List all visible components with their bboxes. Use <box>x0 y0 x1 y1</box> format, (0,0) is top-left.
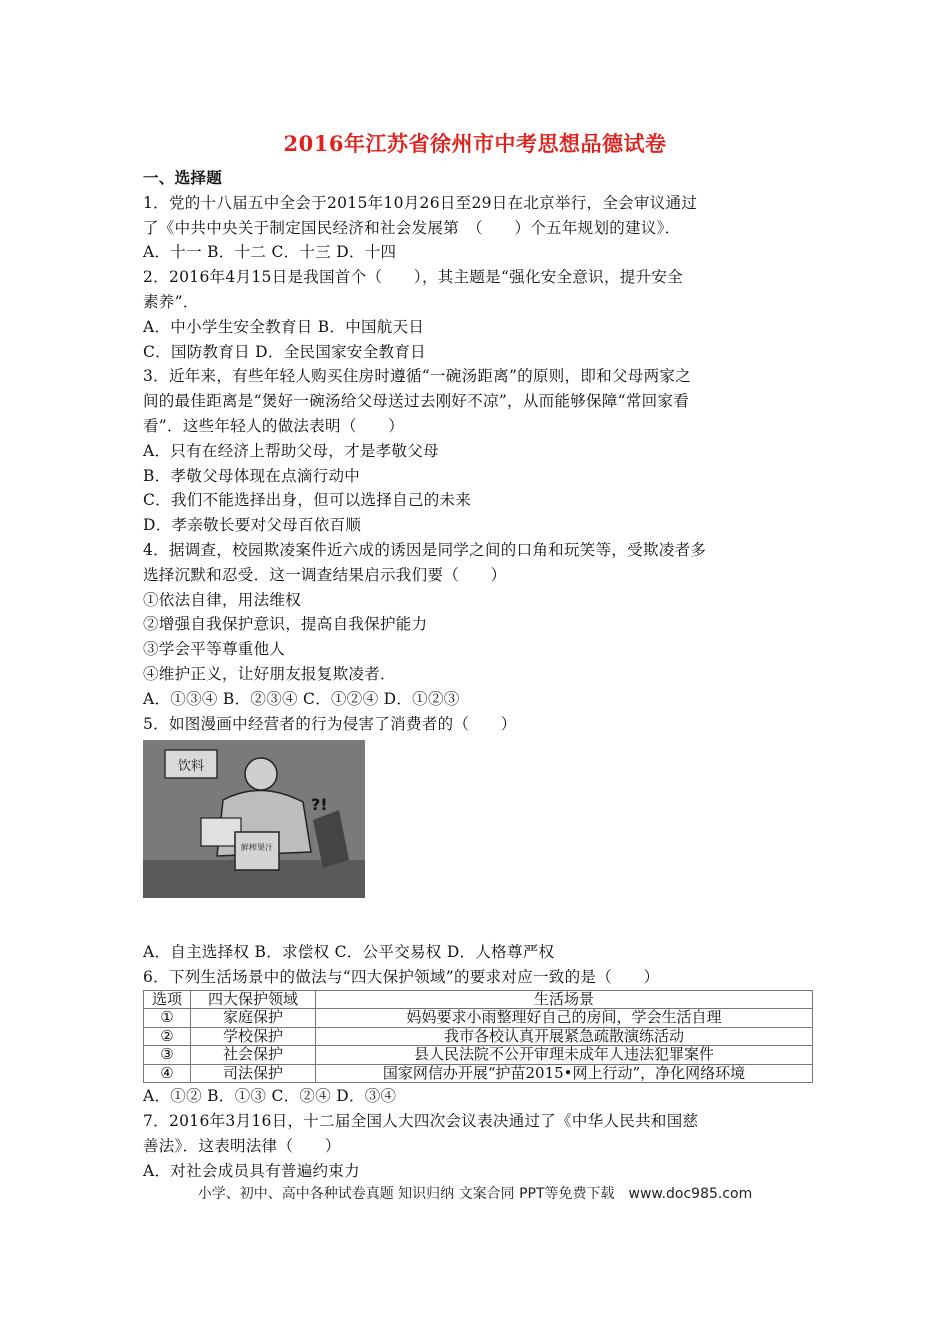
table-cell: 司法保护 <box>191 1064 316 1083</box>
table-row <box>144 1046 813 1065</box>
table-row <box>144 1009 813 1028</box>
q2-line: 素养”． <box>143 292 199 311</box>
table-row <box>144 1064 813 1083</box>
q7-line: 善法》．这表明法律（ ） <box>143 1137 341 1156</box>
q7-option-a: A．对社会成员具有普遍约束力 <box>143 1161 360 1180</box>
q3-option-c: C．我们不能选择出身，但可以选择自己的未来 <box>143 491 472 510</box>
table-cell: ① <box>144 1009 191 1028</box>
question-body <box>143 166 813 1184</box>
table-cell: 社会保护 <box>191 1046 316 1065</box>
q3-option-b: B．孝敬父母体现在点滴行动中 <box>143 466 361 485</box>
q4-statement: ②增强自我保护意识，提高自我保护能力 <box>143 615 428 634</box>
table-header: 四大保护领域 <box>191 990 316 1009</box>
table-cell: 妈妈要求小雨整理好自己的房间，学会生活自理 <box>316 1009 813 1028</box>
table-cell: 学校保护 <box>191 1027 316 1046</box>
table-cell: ③ <box>144 1046 191 1065</box>
q4-options: A．①③④ B．②③④ C．①②④ D．①②③ <box>143 689 460 708</box>
q4-statement: ③学会平等尊重他人 <box>143 640 286 659</box>
q3-line: 3．近年来，有些年轻人购买住房时遵循“一碗汤距离”的原则，即和父母两家之 <box>143 367 692 386</box>
q5-line: 5．如图漫画中经营者的行为侵害了消费者的（ ） <box>143 714 517 733</box>
table-cell: 我市各校认真开展紧急疏散演练活动 <box>316 1027 813 1046</box>
q2-line: 2．2016年4月15日是我国首个（ ），其主题是“强化安全意识，提升安全 <box>143 268 683 287</box>
footer-text: 小学、初中、高中各种试卷真题 知识归纳 文案合同 PPT等免费下载 www.doc985.com <box>197 1186 753 1202</box>
cartoon-image <box>143 740 365 898</box>
q5-options: A．自主选择权 B．求偿权 C．公平交易权 D．人格尊严权 <box>143 943 555 962</box>
table-header: 生活场景 <box>316 990 813 1009</box>
table-cell: 家庭保护 <box>191 1009 316 1028</box>
q3-line: 间的最佳距离是“煲好一碗汤给父母送过去刚好不凉”，从而能够保障“常回家看 <box>143 392 690 411</box>
table-cell: 国家网信办开展“护苗2015•网上行动”，净化网络环境 <box>316 1064 813 1083</box>
table-cell: ② <box>144 1027 191 1046</box>
table-cell: ④ <box>144 1064 191 1083</box>
table-header-row <box>144 990 813 1009</box>
table-row <box>144 1027 813 1046</box>
q2-options: C．国防教育日 D．全民国家安全教育日 <box>143 342 426 361</box>
q3-option-a: A．只有在经济上帮助父母，才是孝敬父母 <box>143 441 439 460</box>
document-title: 2016年江苏省徐州市中考思想品德试卷 <box>283 131 667 156</box>
q4-line: 4．据调查，校园欺凌案件近六成的诱因是同学之间的口角和玩笑等，受欺凌者多 <box>143 540 707 559</box>
cartoon-exclaim-text: ?! <box>311 795 328 815</box>
protection-table <box>143 990 813 1084</box>
cartoon-drawing <box>143 740 365 898</box>
q4-statement: ④维护正义，让好朋友报复欺凌者． <box>143 664 396 683</box>
q7-line: 7．2016年3月16日，十二届全国人大四次会议表决通过了《中华人民共和国慈 <box>143 1112 699 1131</box>
q2-options: A．中小学生安全教育日 B．中国航天日 <box>143 317 425 336</box>
q1-line: 了《中共中央关于制定国民经济和社会发展第 （ ）个五年规划的建议》． <box>143 218 681 237</box>
table-cell: 县人民法院不公开审理未成年人违法犯罪案件 <box>316 1046 813 1065</box>
q1-options: A．十一 B．十二 C．十三 D．十四 <box>143 243 397 262</box>
cartoon-box-text: 鲜榨果汁 <box>241 843 273 853</box>
q6-options: A．①② B．①③ C．②④ D．③④ <box>143 1087 397 1106</box>
table-header: 选项 <box>144 990 191 1009</box>
q3-line: 看”．这些年轻人的做法表明（ ） <box>143 416 405 435</box>
q1-line: 1．党的十八届五中全会于2015年10月26日至29日在北京举行，全会审议通过 <box>143 193 698 212</box>
q3-option-d: D．孝亲敬长要对父母百依百顺 <box>143 516 362 535</box>
q4-line: 选择沉默和忍受．这一调查结果启示我们要（ ） <box>143 565 507 584</box>
q6-line: 6．下列生活场景中的做法与“四大保护领域”的要求对应一致的是（ ） <box>143 968 660 987</box>
section-heading: 一、选择题 <box>143 168 223 187</box>
cartoon-sign-text: 饮料 <box>177 759 205 775</box>
q4-statement: ①依法自律，用法维权 <box>143 590 302 609</box>
